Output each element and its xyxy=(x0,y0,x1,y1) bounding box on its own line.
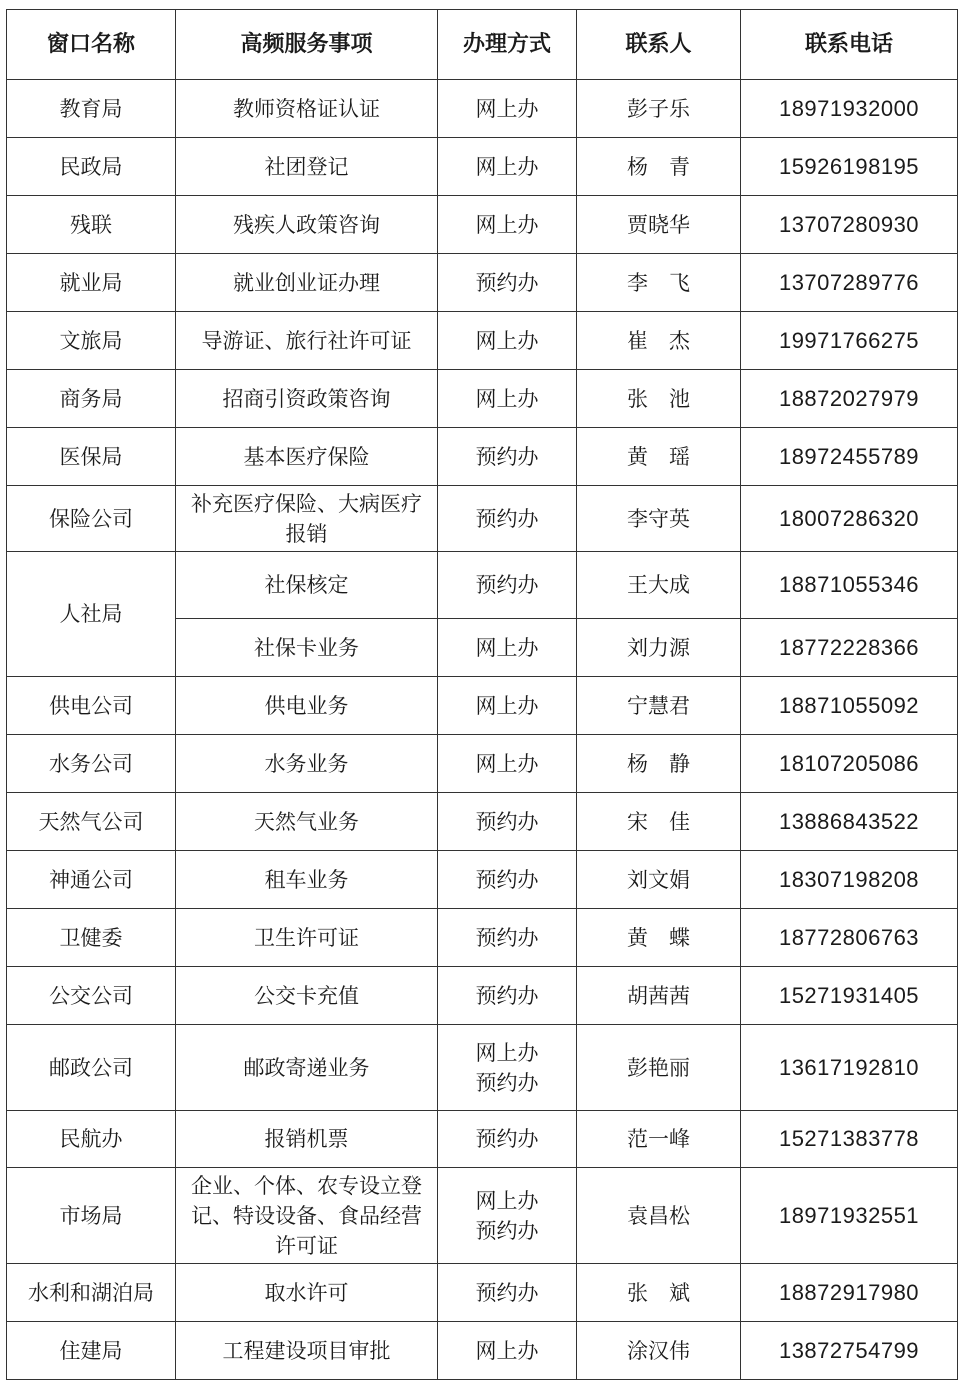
window-cell: 人社局 xyxy=(7,552,176,677)
table-row xyxy=(7,1111,958,1168)
table-row xyxy=(7,552,958,619)
contact-cell: 彭子乐 xyxy=(577,80,741,138)
contact-cell: 张 斌 xyxy=(577,1264,741,1322)
window-cell: 民政局 xyxy=(7,138,176,196)
phone-cell: 18107205086 xyxy=(741,735,958,793)
window-cell: 文旅局 xyxy=(7,312,176,370)
window-cell: 天然气公司 xyxy=(7,793,176,851)
window-cell: 神通公司 xyxy=(7,851,176,909)
service-cell: 教师资格证认证 xyxy=(176,80,438,138)
contact-cell: 李 飞 xyxy=(577,254,741,312)
method-cell: 网上办 xyxy=(438,370,577,428)
service-cell: 供电业务 xyxy=(176,677,438,735)
window-cell: 住建局 xyxy=(7,1322,176,1380)
method-cell: 预约办 xyxy=(438,552,577,619)
contact-cell: 王大成 xyxy=(577,552,741,619)
contact-cell: 杨 青 xyxy=(577,138,741,196)
method-cell: 预约办 xyxy=(438,967,577,1025)
table-row xyxy=(7,967,958,1025)
service-cell: 公交卡充值 xyxy=(176,967,438,1025)
contact-cell: 黄 蝶 xyxy=(577,909,741,967)
method-cell: 网上办 xyxy=(438,619,577,677)
phone-cell: 18972455789 xyxy=(741,428,958,486)
window-cell: 卫健委 xyxy=(7,909,176,967)
window-cell: 商务局 xyxy=(7,370,176,428)
contact-cell: 张 池 xyxy=(577,370,741,428)
phone-cell: 18871055092 xyxy=(741,677,958,735)
service-cell: 邮政寄递业务 xyxy=(176,1025,438,1111)
contact-cell: 袁昌松 xyxy=(577,1168,741,1264)
contact-cell: 刘力源 xyxy=(577,619,741,677)
table-row xyxy=(7,735,958,793)
service-cell: 基本医疗保险 xyxy=(176,428,438,486)
phone-cell: 18871055346 xyxy=(741,552,958,619)
method-cell: 预约办 xyxy=(438,254,577,312)
table-row xyxy=(7,196,958,254)
contact-cell: 贾晓华 xyxy=(577,196,741,254)
window-cell: 就业局 xyxy=(7,254,176,312)
phone-cell: 18872027979 xyxy=(741,370,958,428)
method-cell: 预约办 xyxy=(438,428,577,486)
phone-cell: 19971766275 xyxy=(741,312,958,370)
service-cell: 天然气业务 xyxy=(176,793,438,851)
method-cell: 网上办 xyxy=(438,312,577,370)
window-cell: 医保局 xyxy=(7,428,176,486)
service-cell: 报销机票 xyxy=(176,1111,438,1168)
header-service: 高频服务事项 xyxy=(176,10,438,80)
phone-cell: 15271931405 xyxy=(741,967,958,1025)
service-cell: 取水许可 xyxy=(176,1264,438,1322)
service-cell: 社团登记 xyxy=(176,138,438,196)
table-row xyxy=(7,909,958,967)
method-cell: 网上办 预约办 xyxy=(438,1168,577,1264)
header-method: 办理方式 xyxy=(438,10,577,80)
table-row xyxy=(7,677,958,735)
service-contact-table xyxy=(6,9,958,1380)
service-cell: 就业创业证办理 xyxy=(176,254,438,312)
table-row xyxy=(7,1264,958,1322)
service-cell: 企业、个体、农专设立登记、特设设备、食品经营许可证 xyxy=(176,1168,438,1264)
table-row xyxy=(7,312,958,370)
phone-cell: 13707280930 xyxy=(741,196,958,254)
table-row xyxy=(7,370,958,428)
service-cell: 卫生许可证 xyxy=(176,909,438,967)
phone-cell: 13886843522 xyxy=(741,793,958,851)
table-row xyxy=(7,1025,958,1111)
method-cell: 预约办 xyxy=(438,851,577,909)
phone-cell: 15926198195 xyxy=(741,138,958,196)
table-row xyxy=(7,486,958,552)
window-cell: 水利和湖泊局 xyxy=(7,1264,176,1322)
method-cell: 网上办 xyxy=(438,196,577,254)
window-cell: 民航办 xyxy=(7,1111,176,1168)
service-cell: 社保核定 xyxy=(176,552,438,619)
window-cell: 市场局 xyxy=(7,1168,176,1264)
table-row xyxy=(7,1168,958,1264)
contact-cell: 宁慧君 xyxy=(577,677,741,735)
service-cell: 租车业务 xyxy=(176,851,438,909)
window-cell: 教育局 xyxy=(7,80,176,138)
service-cell: 社保卡业务 xyxy=(176,619,438,677)
table-row xyxy=(7,254,958,312)
table-row xyxy=(7,138,958,196)
method-cell: 预约办 xyxy=(438,486,577,552)
phone-cell: 18971932000 xyxy=(741,80,958,138)
contact-cell: 范一峰 xyxy=(577,1111,741,1168)
window-cell: 邮政公司 xyxy=(7,1025,176,1111)
header-row xyxy=(7,10,958,80)
contact-cell: 刘文娟 xyxy=(577,851,741,909)
contact-cell: 崔 杰 xyxy=(577,312,741,370)
table-row xyxy=(7,793,958,851)
contact-cell: 杨 静 xyxy=(577,735,741,793)
phone-cell: 18007286320 xyxy=(741,486,958,552)
contact-cell: 胡茜茜 xyxy=(577,967,741,1025)
method-cell: 网上办 xyxy=(438,1322,577,1380)
method-cell: 预约办 xyxy=(438,1264,577,1322)
table-row xyxy=(7,428,958,486)
method-cell: 预约办 xyxy=(438,793,577,851)
window-cell: 残联 xyxy=(7,196,176,254)
phone-cell: 13617192810 xyxy=(741,1025,958,1111)
phone-cell: 15271383778 xyxy=(741,1111,958,1168)
service-cell: 残疾人政策咨询 xyxy=(176,196,438,254)
method-cell: 网上办 xyxy=(438,735,577,793)
contact-cell: 涂汉伟 xyxy=(577,1322,741,1380)
method-cell: 网上办 xyxy=(438,80,577,138)
table-row xyxy=(7,851,958,909)
method-cell: 预约办 xyxy=(438,1111,577,1168)
header-phone: 联系电话 xyxy=(741,10,958,80)
method-cell: 网上办 xyxy=(438,677,577,735)
method-cell: 预约办 xyxy=(438,909,577,967)
window-cell: 供电公司 xyxy=(7,677,176,735)
table-row xyxy=(7,1322,958,1380)
table-row xyxy=(7,80,958,138)
phone-cell: 18772806763 xyxy=(741,909,958,967)
phone-cell: 13872754799 xyxy=(741,1322,958,1380)
window-cell: 水务公司 xyxy=(7,735,176,793)
service-cell: 招商引资政策咨询 xyxy=(176,370,438,428)
method-cell: 网上办 预约办 xyxy=(438,1025,577,1111)
header-window: 窗口名称 xyxy=(7,10,176,80)
contact-cell: 宋 佳 xyxy=(577,793,741,851)
phone-cell: 13707289776 xyxy=(741,254,958,312)
window-cell: 保险公司 xyxy=(7,486,176,552)
window-cell: 公交公司 xyxy=(7,967,176,1025)
contact-cell: 李守英 xyxy=(577,486,741,552)
service-cell: 水务业务 xyxy=(176,735,438,793)
contact-cell: 彭艳丽 xyxy=(577,1025,741,1111)
header-contact: 联系人 xyxy=(577,10,741,80)
phone-cell: 18971932551 xyxy=(741,1168,958,1264)
phone-cell: 18772228366 xyxy=(741,619,958,677)
phone-cell: 18307198208 xyxy=(741,851,958,909)
method-cell: 网上办 xyxy=(438,138,577,196)
contact-cell: 黄 瑶 xyxy=(577,428,741,486)
service-cell: 工程建设项目审批 xyxy=(176,1322,438,1380)
service-cell: 补充医疗保险、大病医疗报销 xyxy=(176,486,438,552)
phone-cell: 18872917980 xyxy=(741,1264,958,1322)
service-cell: 导游证、旅行社许可证 xyxy=(176,312,438,370)
